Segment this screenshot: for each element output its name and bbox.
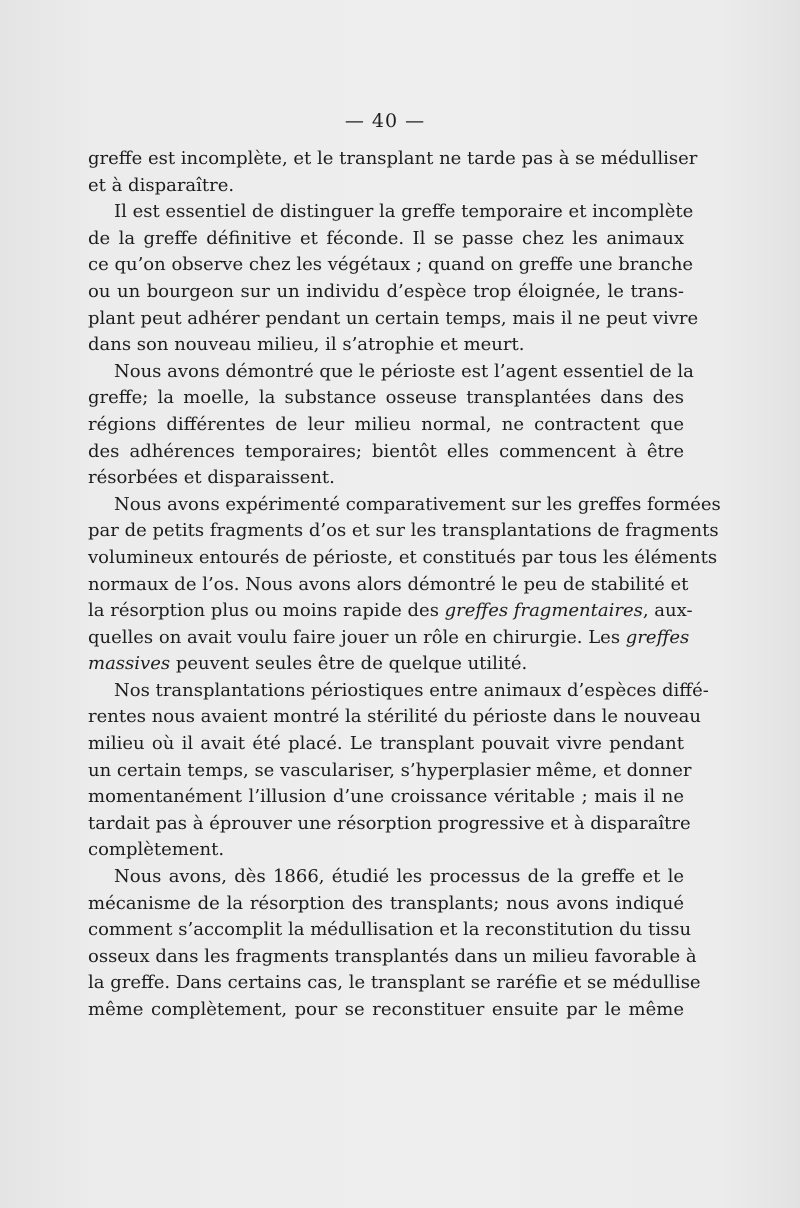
text-line: rentes nous avaient montré la stérilité du périoste dans le nouveau [88, 706, 701, 728]
text-line [88, 651, 684, 678]
text-line: mécanisme de la résorption des transplants; nous avons indiqué [88, 892, 684, 914]
text-line: Nous avons, dès 1866, étudié les processus de la greffe et le [114, 866, 684, 888]
text-line: Nos transplantations périostiques entre animaux d’espèces diffé- [114, 679, 709, 701]
text-line: plant peut adhérer pendant un certain temps, mais il ne peut vivre [88, 307, 699, 329]
text-line: Nous avons expérimenté comparativement sur les greffes formées [114, 493, 721, 515]
text-line: greffe; la moelle, la substance osseuse transplantées dans des [88, 387, 684, 409]
text-line: normaux de l’os. Nous avons alors démontré le peu de stabilité et [88, 573, 689, 595]
body-text [88, 146, 721, 1024]
text-line: osseux dans les fragments transplantés dans un milieu favorable à [88, 945, 697, 967]
italic-term: greffes [625, 626, 690, 648]
text-run: quelles on avait voulu faire jouer un rôle en chirurgie. Les [88, 626, 626, 648]
text-line [88, 598, 693, 625]
text-line: résorbées et disparaissent. [88, 467, 335, 489]
text-run: peuvent seules être de quelque utilité. [170, 653, 528, 675]
text-line: de la greffe définitive et féconde. Il se passe chez les animaux [88, 227, 684, 249]
text-line: un certain temps, se vasculariser, s’hyperplasier même, et donner [88, 759, 692, 781]
text-line: Il est essentiel de distinguer la greffe temporaire et incomplète [114, 201, 694, 223]
text-line: Nous avons démontré que le périoste est l’agent essentiel de la [114, 360, 694, 382]
page-number: — 40 — [344, 110, 426, 132]
text-line: régions différentes de leur milieu normal, ne contractent que [88, 413, 684, 435]
text-line: ce qu’on observe chez les végétaux ; quand on greffe une branche [88, 254, 694, 276]
text-line: momentanément l’illusion d’une croissance véritable ; mais il ne [88, 786, 684, 808]
text-line: complètement. [88, 839, 225, 861]
text-line: tardait pas à éprouver une résorption progressive et à disparaître [88, 812, 691, 834]
text-line: comment s’accomplit la médullisation et la reconstitution du tissu [88, 919, 692, 941]
text-line: même complètement, pour se reconstituer ensuite par le même [88, 999, 684, 1020]
text-line: et à disparaître. [88, 174, 235, 196]
text-line: greffe est incomplète, et le transplant ne tarde pas à se médulliser [88, 148, 698, 169]
italic-term: greffes fragmentaires [444, 600, 643, 622]
italic-term: massives [88, 653, 171, 675]
text-line: dans son nouveau milieu, il s’atrophie et meurt. [88, 334, 525, 356]
text-line: milieu où il avait été placé. Le transplant pouvait vivre pendant [88, 733, 684, 755]
text-run: , aux- [642, 600, 693, 622]
text-line [88, 625, 690, 652]
text-line: par de petits fragments d’os et sur les transplantations de fragments [88, 520, 719, 542]
text-run: la résorption plus ou moins rapide des [88, 600, 445, 622]
text-line: la greffe. Dans certains cas, le transplant se raréfie et se médullise [88, 972, 701, 994]
text-line: ou un bourgeon sur un individu d’espèce trop éloignée, le trans- [88, 280, 684, 302]
text-line: des adhérences temporaires; bientôt elles commencent à être [88, 440, 684, 462]
text-line: volumineux entourés de périoste, et constitués par tous les éléments [88, 546, 718, 568]
